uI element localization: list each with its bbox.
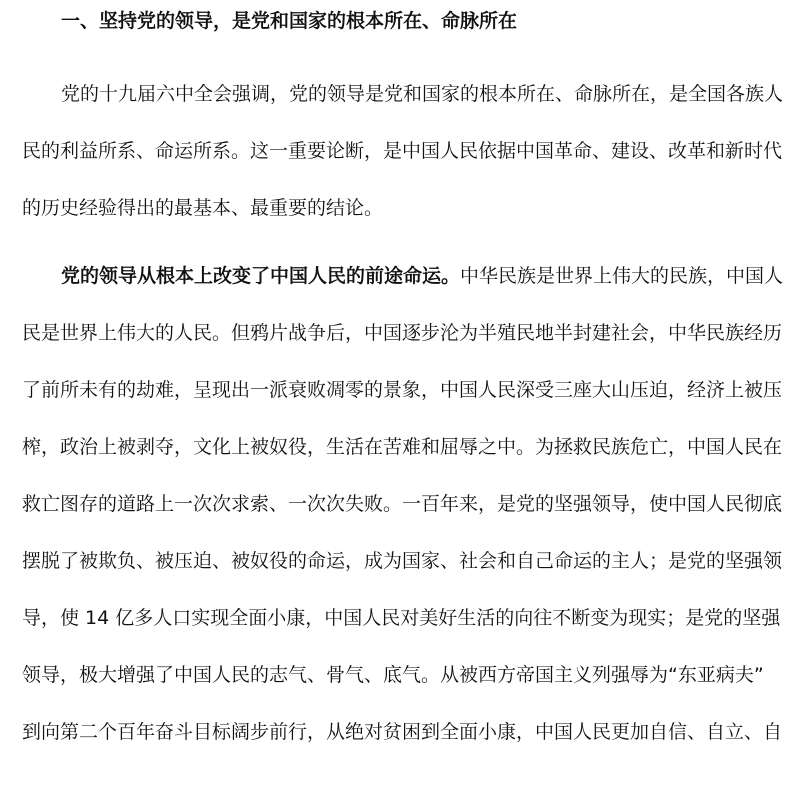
paragraph-2-line-5: 救亡图存的道路上一次次求索、一次次失败。一百年来，是党的坚强领导，使中国人民彻底: [22, 493, 783, 515]
paragraph-2-line-1: [61, 261, 783, 291]
paragraph-2-line-9: 到向第二个百年奋斗目标阔步前行，从绝对贫困到全面小康，中国人民更加自信、自立、自: [22, 721, 783, 743]
paragraph-2-line-8: 领导，极大增强了中国人民的志气、骨气、底气。从被西方帝国主义列强辱为“东亚病夫”: [22, 664, 764, 686]
paragraph-1-line-2: 民的利益所系、命运所系。这一重要论断，是中国人民依据中国革命、建设、改革和新时代: [22, 140, 783, 162]
paragraph-2-lead-rest: 中华民族是世界上伟大的民族，中国人: [460, 265, 784, 287]
paragraph-2-line-2: 民是世界上伟大的人民。但鸦片战争后，中国逐步沦为半殖民地半封建社会，中华民族经历: [22, 322, 783, 344]
section-heading: 一、坚持党的领导，是党和国家的根本所在、命脉所在: [61, 10, 518, 32]
paragraph-2-line-3: 了前所未有的劫难，呈现出一派衰败凋零的景象，中国人民深受三座大山压迫，经济上被压: [22, 379, 783, 401]
paragraph-2-line-7: 导，使 14 亿多人口实现全面小康，中国人民对美好生活的向往不断变为现实；是党的坚强: [22, 607, 781, 629]
paragraph-2-lead-bold: 党的领导从根本上改变了中国人民的前途命运。: [61, 265, 461, 287]
paragraph-1-line-1: 党的十九届六中全会强调，党的领导是党和国家的根本所在、命脉所在，是全国各族人: [61, 83, 784, 105]
paragraph-1-line-3: 的历史经验得出的最基本、最重要的结论。: [22, 197, 384, 219]
paragraph-2-line-4: 榨，政治上被剥夺，文化上被奴役，生活在苦难和屈辱之中。为拯救民族危亡，中国人民在: [22, 436, 783, 458]
paragraph-2-line-6: 摆脱了被欺负、被压迫、被奴役的命运，成为国家、社会和自己命运的主人；是党的坚强领: [22, 550, 783, 572]
